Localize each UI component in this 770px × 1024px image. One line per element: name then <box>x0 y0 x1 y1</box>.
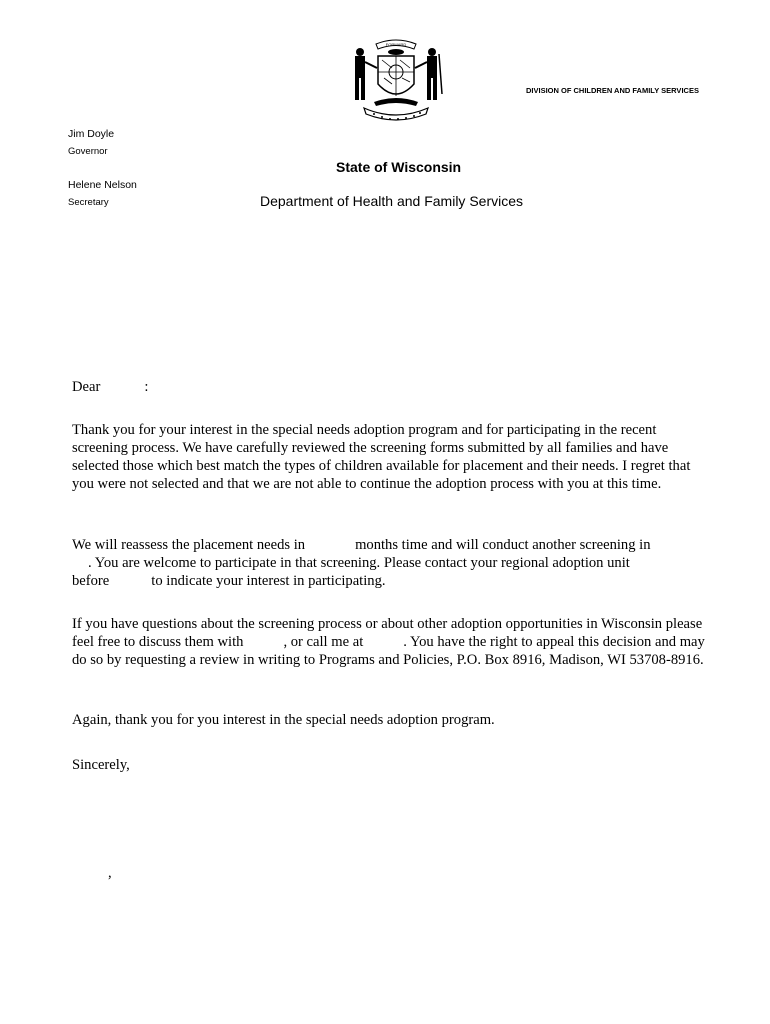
paragraph-not-selected: Thank you for your interest in the special needs adoption program and for participating in the recent screening process. We have carefully reviewed the screening forms submitted by all families and have selected those which best match the types of children available for placement and their needs. I regret that you were not selected and that we are not able to continue the adoption process with you at this time. <box>72 422 691 492</box>
secretary-name: Helene Nelson <box>68 179 137 191</box>
para3-text-3: . You have the right to appeal this decision and may do so by requesting a review in writing to Programs and Policies, P.O. Box 8916, Madison, WI 53708-8916. <box>72 634 705 668</box>
governor-name: Jim Doyle <box>68 128 115 140</box>
para2-text-1: We will reassess the placement needs in <box>72 537 306 553</box>
state-title: State of Wisconsin <box>336 159 462 175</box>
paragraph-questions <box>72 615 712 669</box>
para2-text-4: before <box>72 573 110 589</box>
salutation-text: Dear <box>72 379 101 395</box>
para2-text-5: to indicate your interest in participating. <box>151 573 386 589</box>
seal-motto: FORWARD <box>385 42 407 47</box>
para2-text-2: months time and will conduct another screening in <box>355 537 651 553</box>
salutation-colon: : <box>144 379 149 395</box>
signature-comma: , <box>108 865 112 881</box>
department-title: Department of Health and Family Services <box>260 193 523 209</box>
governor-title: Governor <box>68 146 108 157</box>
para3-text-1: If you have questions about the screening process or about other adoption opportunities in Wisconsin please feel free to discuss them with <box>72 616 703 650</box>
paragraph-thanks: Again, thank you for you interest in the special needs adoption program. <box>72 712 495 728</box>
para2-text-3: . You are welcome to participate in that screening. Please contact your regional adoption unit <box>88 555 630 571</box>
secretary-title: Secretary <box>68 197 109 208</box>
closing: Sincerely, <box>72 757 130 773</box>
paragraph-reassess <box>72 536 712 590</box>
para3-text-2: , or call me at <box>283 634 364 650</box>
salutation <box>72 378 712 396</box>
division-heading: DIVISION OF CHILDREN AND FAMILY SERVICES <box>526 86 699 95</box>
wisconsin-state-seal <box>344 34 448 124</box>
